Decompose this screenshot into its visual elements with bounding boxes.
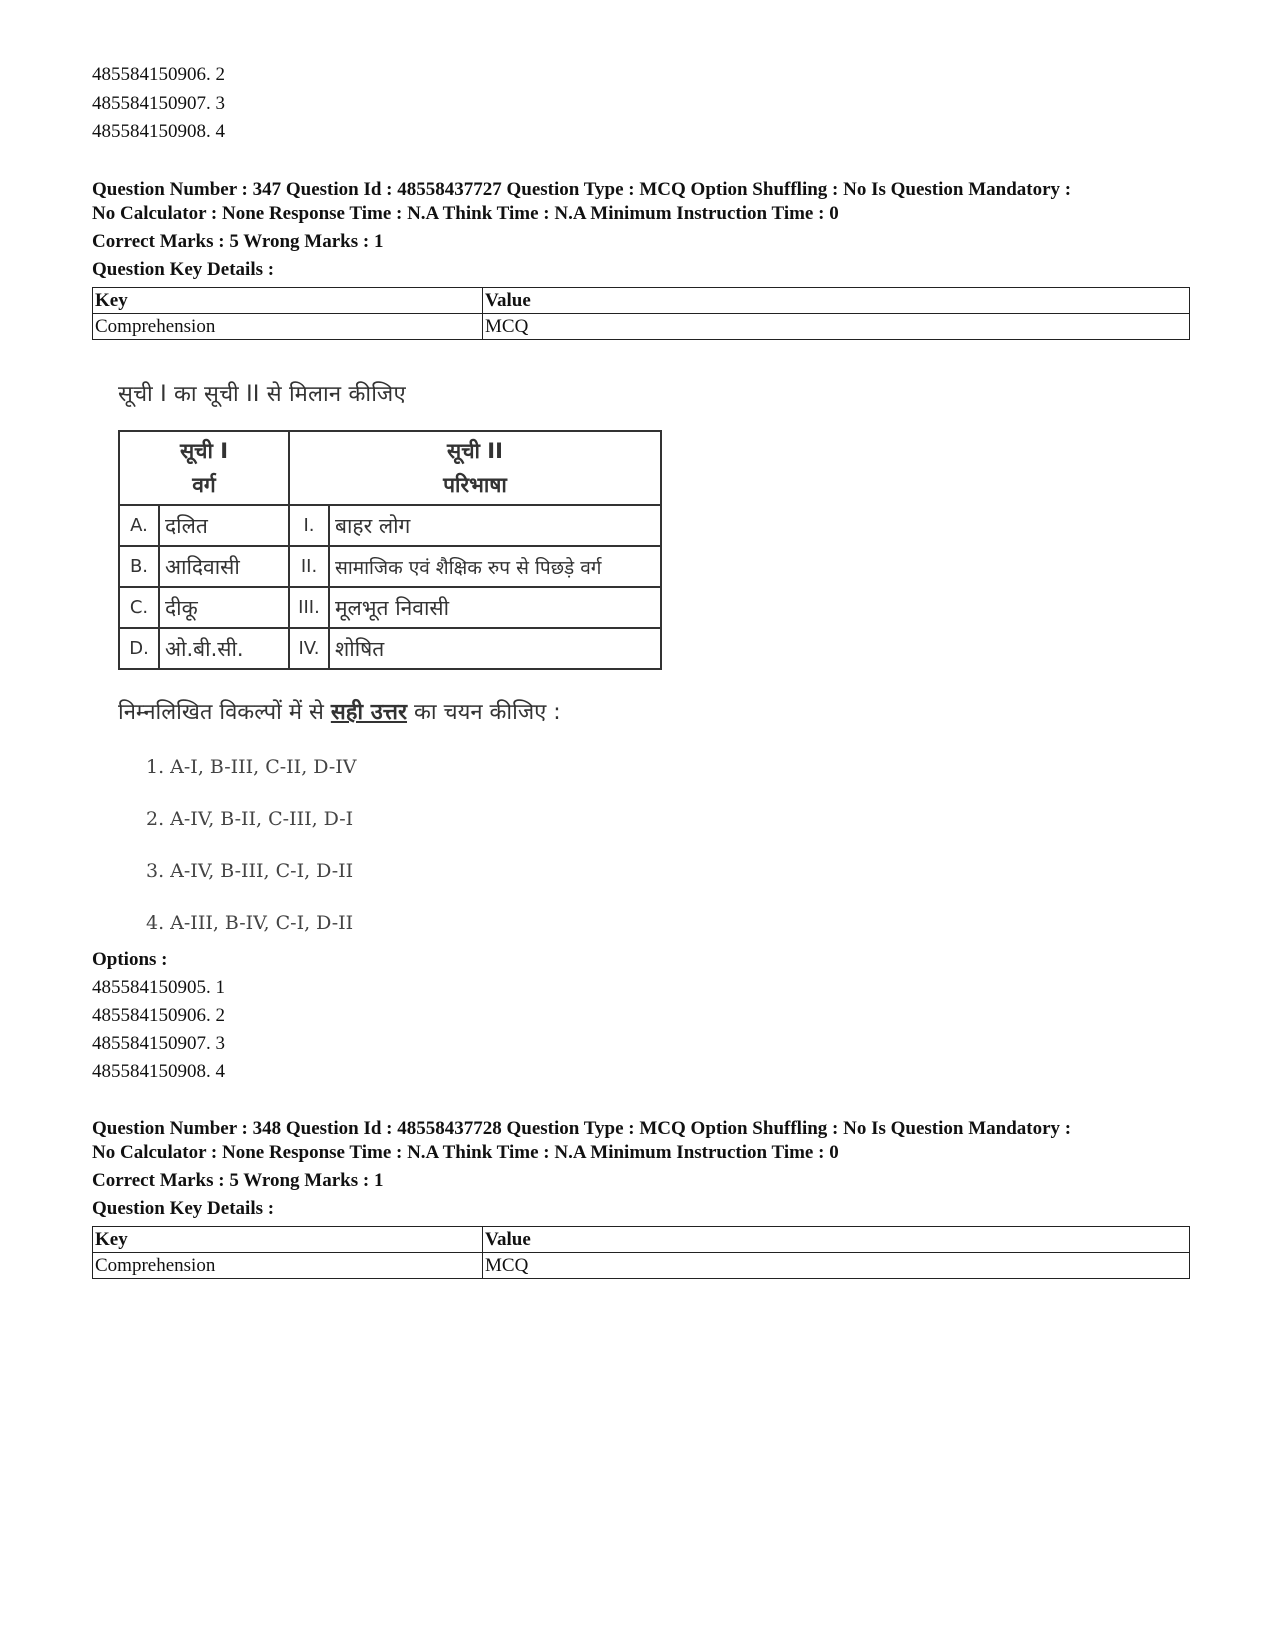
value-cell: MCQ — [483, 314, 1190, 340]
key-cell: Comprehension — [93, 314, 483, 340]
key-table-header-row — [93, 288, 1190, 314]
match-row — [119, 546, 661, 587]
value-column-header: Value — [483, 1227, 1190, 1253]
question-348 — [92, 1117, 1187, 1279]
question-marks: Correct Marks : 5 Wrong Marks : 1 — [92, 231, 384, 252]
options-label: Options : — [92, 949, 168, 970]
row-letter: D. — [119, 628, 159, 669]
key-table-header-row — [93, 1227, 1190, 1253]
list1-header — [119, 431, 289, 505]
row-definition: बाहर लोग — [329, 505, 661, 546]
question-key-table — [92, 287, 1190, 340]
key-column-header: Key — [93, 1227, 483, 1253]
question-header — [92, 1117, 1187, 1165]
match-table — [118, 430, 662, 670]
question-key-table — [92, 1226, 1190, 1279]
row-definition: शोषित — [329, 628, 661, 669]
question-key-details-label: Question Key Details : — [92, 259, 275, 280]
question-marks: Correct Marks : 5 Wrong Marks : 1 — [92, 1170, 384, 1191]
option-line: 485584150906. 2 — [92, 64, 225, 85]
match-row — [119, 505, 661, 546]
row-definition: सामाजिक एवं शैक्षिक रुप से पिछड़े वर्ग — [329, 546, 661, 587]
row-definition: मूलभूत निवासी — [329, 587, 661, 628]
key-table-row — [93, 314, 1190, 340]
answer-choice: 3. A-IV, B-III, C-I, D-II — [146, 860, 354, 882]
row-item: ओ.बी.सी. — [159, 628, 289, 669]
match-row — [119, 587, 661, 628]
select-instruction — [118, 696, 678, 726]
answer-choices — [146, 756, 678, 964]
option-line: 485584150907. 3 — [92, 1033, 225, 1054]
value-column-header: Value — [483, 288, 1190, 314]
row-item: आदिवासी — [159, 546, 289, 587]
key-cell: Comprehension — [93, 1253, 483, 1279]
row-letter: A. — [119, 505, 159, 546]
select-bold: सही उत्तर — [330, 700, 408, 725]
question-instruction: सूची I का सूची II से मिलान कीजिए — [118, 382, 406, 407]
row-letter: C. — [119, 587, 159, 628]
answer-choice: 2. A-IV, B-II, C-III, D-I — [146, 808, 354, 830]
row-roman: IV. — [289, 628, 329, 669]
value-cell: MCQ — [483, 1253, 1190, 1279]
option-line: 485584150908. 4 — [92, 1061, 225, 1082]
list1-subtitle: वर्ग — [192, 473, 216, 497]
question-347 — [92, 178, 1187, 340]
answer-choice: 1. A-I, B-III, C-II, D-IV — [146, 756, 357, 778]
row-item: दलित — [159, 505, 289, 546]
select-suffix: का चयन कीजिए : — [407, 700, 561, 725]
row-roman: III. — [289, 587, 329, 628]
key-column-header: Key — [93, 288, 483, 314]
previous-question-options — [92, 60, 225, 146]
question-key-details-label: Question Key Details : — [92, 1198, 275, 1219]
question-header-line2: No Calculator : None Response Time : N.A Think Time : N.A Minimum Instruction Time : 0 — [92, 1142, 839, 1163]
question-header-line1: Question Number : 347 Question Id : 48558437727 Question Type : MCQ Option Shuffling : No Is Question Mandatory : — [92, 179, 1072, 200]
question-header-line2: No Calculator : None Response Time : N.A Think Time : N.A Minimum Instruction Time : 0 — [92, 203, 839, 224]
answer-choice: 4. A-III, B-IV, C-I, D-II — [146, 912, 354, 934]
row-item: दीकू — [159, 587, 289, 628]
list2-subtitle: परिभाषा — [443, 473, 507, 497]
option-line: 485584150908. 4 — [92, 121, 225, 142]
select-prefix: निम्नलिखित विकल्पों में से — [118, 700, 331, 725]
question-header-line1: Question Number : 348 Question Id : 48558437728 Question Type : MCQ Option Shuffling : No Is Question Mandatory : — [92, 1118, 1072, 1139]
option-line: 485584150907. 3 — [92, 92, 225, 114]
row-letter: B. — [119, 546, 159, 587]
row-roman: II. — [289, 546, 329, 587]
option-line: 485584150906. 2 — [92, 1005, 225, 1026]
list2-title: सूची II — [447, 439, 503, 463]
key-table-row — [93, 1253, 1190, 1279]
question-header — [92, 178, 1187, 226]
list2-header — [289, 431, 661, 505]
option-line: 485584150905. 1 — [92, 977, 225, 998]
row-roman: I. — [289, 505, 329, 546]
list1-title: सूची I — [179, 439, 229, 463]
question-image — [118, 378, 678, 964]
question-347-options — [92, 946, 225, 1086]
match-table-header-row — [119, 431, 661, 505]
match-row — [119, 628, 661, 669]
